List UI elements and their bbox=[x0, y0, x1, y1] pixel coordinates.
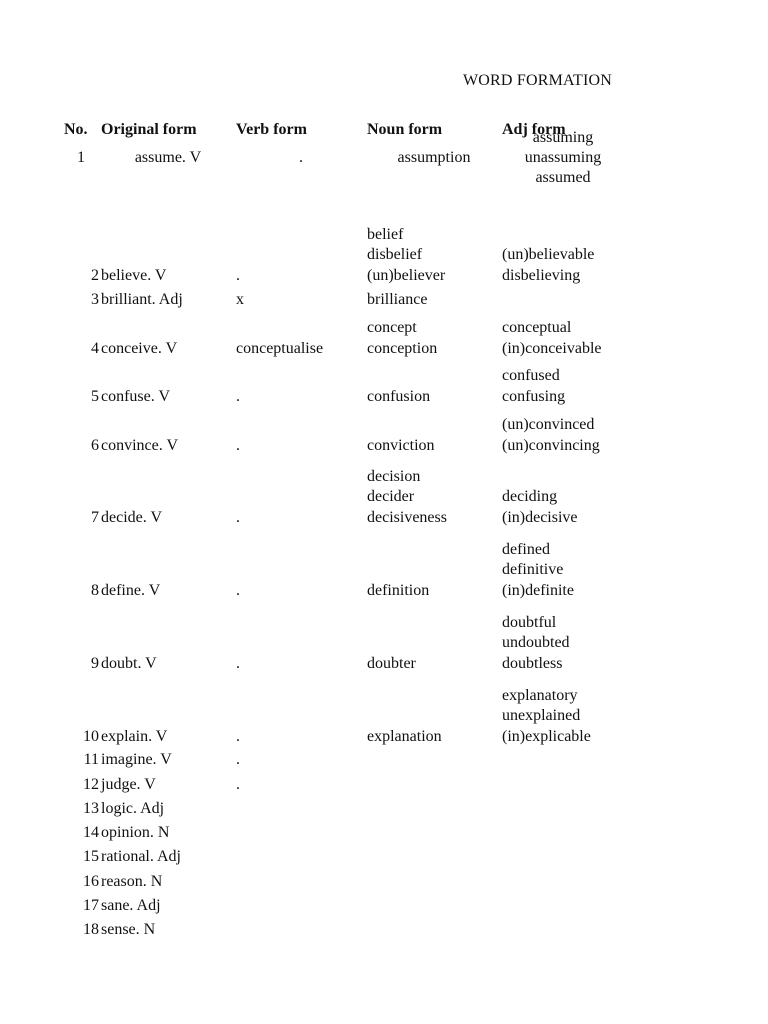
noun-form-line: decider bbox=[367, 488, 415, 505]
noun-form-line: decisiveness bbox=[367, 508, 447, 526]
adj-form bbox=[502, 415, 600, 456]
noun-form-line: decision bbox=[367, 467, 421, 485]
noun-form bbox=[367, 225, 445, 287]
original-form: confuse. V bbox=[101, 387, 171, 405]
noun-form bbox=[367, 654, 416, 675]
verb-form: . bbox=[236, 508, 240, 526]
row-number: 5 bbox=[91, 387, 99, 405]
noun-form bbox=[367, 436, 435, 457]
verb-form: . bbox=[236, 436, 240, 454]
noun-form-line: doubter bbox=[367, 654, 416, 672]
adj-form bbox=[502, 487, 578, 528]
noun-form-line: explanation bbox=[367, 727, 442, 745]
row-number: 8 bbox=[91, 581, 99, 599]
adj-form bbox=[502, 540, 574, 602]
row-number: 11 bbox=[83, 750, 99, 768]
row-number: 13 bbox=[83, 799, 99, 817]
verb-form: . bbox=[236, 750, 240, 768]
verb-form: x bbox=[236, 290, 244, 308]
header-verb-form: Verb form bbox=[236, 121, 307, 138]
adj-form-line: (in)definite bbox=[502, 581, 574, 599]
adj-form-line: (in)conceivable bbox=[502, 339, 602, 357]
noun-form-line: brilliance bbox=[367, 290, 428, 308]
noun-form bbox=[367, 290, 427, 311]
original-form: sense. N bbox=[101, 920, 156, 938]
adj-form bbox=[502, 245, 594, 286]
adj-form-line: (un)convincing bbox=[502, 436, 600, 454]
row-number: 4 bbox=[91, 339, 99, 357]
row-number: 9 bbox=[91, 654, 99, 672]
noun-form bbox=[367, 148, 501, 168]
row-number: 10 bbox=[83, 727, 99, 745]
adj-form bbox=[502, 686, 591, 748]
noun-form bbox=[367, 467, 447, 529]
original-form: assume. V bbox=[134, 149, 202, 166]
row-number: 18 bbox=[83, 920, 99, 938]
original-form: doubt. V bbox=[101, 654, 157, 672]
noun-form-line: concept bbox=[367, 319, 417, 336]
original-form: rational. Adj bbox=[101, 847, 181, 865]
verb-form: . bbox=[236, 775, 240, 793]
noun-form-line: disbelief bbox=[367, 246, 423, 263]
adj-form bbox=[502, 366, 565, 407]
adj-form-line: defined bbox=[502, 540, 550, 558]
row-number: 6 bbox=[91, 436, 99, 454]
noun-form bbox=[367, 581, 429, 602]
noun-form-line: confusion bbox=[367, 387, 431, 405]
header-original-form: Original form bbox=[101, 121, 197, 138]
document-title: WORD FORMATION bbox=[463, 72, 613, 89]
adj-form-line: disbelieving bbox=[502, 266, 581, 284]
noun-form-line: definition bbox=[367, 581, 430, 599]
noun-form-line: conviction bbox=[367, 436, 435, 454]
original-form: reason. N bbox=[101, 872, 163, 890]
adj-form-line: assuming bbox=[532, 129, 594, 146]
verb-form: . bbox=[299, 149, 303, 166]
row-number: 14 bbox=[83, 823, 99, 841]
adj-form-line: assumed bbox=[535, 169, 591, 186]
noun-form-line: (un)believer bbox=[367, 266, 446, 284]
original-form: sane. Adj bbox=[101, 896, 161, 914]
verb-form: . bbox=[236, 387, 240, 405]
adj-form-line: (un)believable bbox=[502, 246, 595, 263]
adj-form bbox=[502, 613, 570, 675]
row-number: 15 bbox=[83, 847, 99, 865]
noun-form-line: belief bbox=[367, 225, 404, 243]
original-form: explain. V bbox=[101, 727, 168, 745]
original-form: convince. V bbox=[101, 436, 179, 454]
row-number: 17 bbox=[83, 896, 99, 914]
adj-form-line: (in)explicable bbox=[502, 727, 591, 745]
header-noun-form: Noun form bbox=[367, 121, 443, 138]
adj-form-line: deciding bbox=[502, 488, 558, 505]
original-form: define. V bbox=[101, 581, 161, 599]
original-form: believe. V bbox=[101, 266, 167, 284]
row-number: 16 bbox=[83, 872, 99, 890]
row-number: 12 bbox=[83, 775, 99, 793]
adj-form-line: unassuming bbox=[524, 149, 602, 166]
adj-form-line: unexplained bbox=[502, 707, 581, 724]
original-form: logic. Adj bbox=[101, 799, 165, 817]
original-form: brilliant. Adj bbox=[101, 290, 183, 308]
adj-form-line: explanatory bbox=[502, 686, 578, 704]
header-no: No. bbox=[64, 121, 88, 138]
row-number: 2 bbox=[91, 266, 99, 284]
row-number: 3 bbox=[91, 290, 99, 308]
header-adj-form: Adj form bbox=[502, 121, 566, 138]
original-form: judge. V bbox=[101, 775, 156, 793]
original-form: decide. V bbox=[101, 508, 163, 526]
verb-form: . bbox=[236, 727, 240, 745]
verb-form: . bbox=[236, 581, 240, 599]
noun-form-line: assumption bbox=[397, 149, 471, 166]
adj-form-line: (un)convinced bbox=[502, 416, 595, 433]
adj-form-line: undoubted bbox=[502, 634, 570, 651]
adj-form-line: confusing bbox=[502, 387, 566, 405]
adj-form bbox=[502, 318, 602, 359]
adj-form-line: (in)decisive bbox=[502, 508, 578, 526]
adj-form-line: conceptual bbox=[502, 319, 572, 336]
noun-form-line: conception bbox=[367, 339, 438, 357]
adj-form-line: doubtful bbox=[502, 613, 557, 631]
adj-form-line: confused bbox=[502, 367, 560, 384]
adj-form bbox=[497, 128, 629, 188]
verb-form: . bbox=[236, 266, 240, 284]
verb-form: . bbox=[236, 654, 240, 672]
original-form: opinion. N bbox=[101, 823, 170, 841]
row-number: 7 bbox=[91, 508, 99, 526]
noun-form bbox=[367, 387, 430, 408]
noun-form bbox=[367, 727, 442, 748]
row-number: 1 bbox=[77, 149, 85, 166]
verb-form: conceptualise bbox=[236, 339, 324, 357]
original-form: imagine. V bbox=[101, 750, 172, 768]
adj-form-line: definitive bbox=[502, 561, 564, 578]
adj-form-line: doubtless bbox=[502, 654, 563, 672]
original-form: conceive. V bbox=[101, 339, 178, 357]
noun-form bbox=[367, 318, 437, 359]
